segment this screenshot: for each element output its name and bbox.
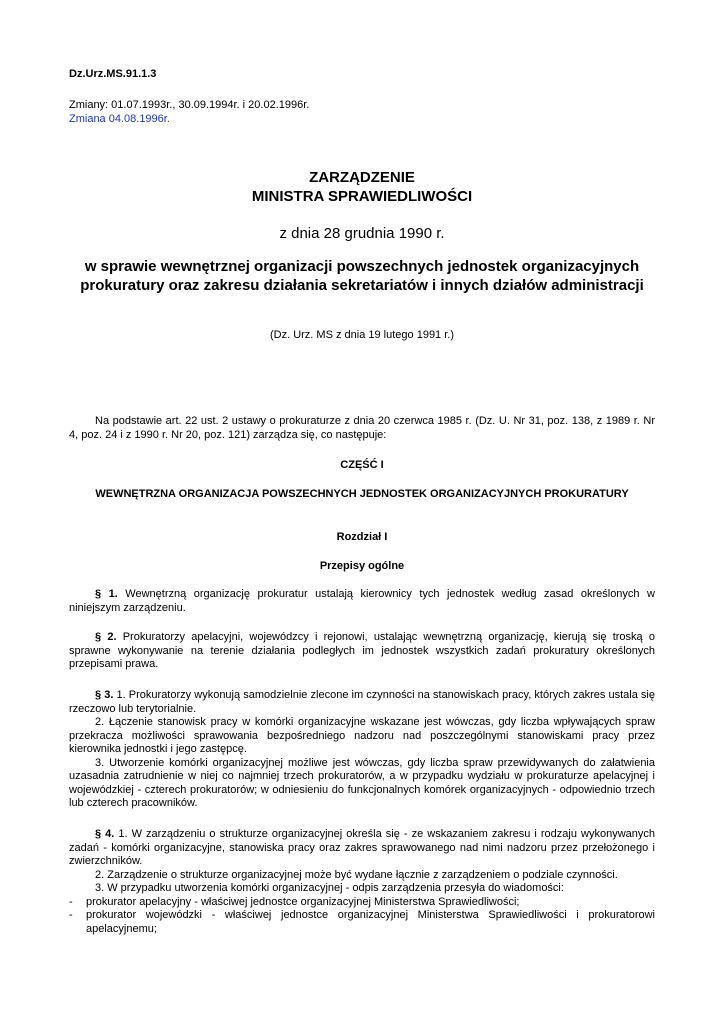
list-dash: - — [69, 895, 73, 908]
document-title — [69, 168, 655, 206]
section-1-text: Wewnętrzną organizację prokuratur ustalają kierownicy tych jednostek według zasad określonych w niniejszym zarządzeniu. — [69, 588, 655, 614]
list-item-text: prokurator apelacyjny - właściwej jednostce organizacyjnej Ministerstwa Sprawiedliwości; — [86, 895, 520, 908]
publication-note: (Dz. Urz. MS z dnia 19 lutego 1991 r.) — [269, 329, 455, 341]
section-3-text-1: 1. Prokuratorzy wykonują samodzielnie zlecone im czynności na stanowiskach pracy, których zakres ustala się rzeczowo lub terytorialnie. — [69, 689, 655, 715]
part-title: WEWNĘTRZNA ORGANIZACJA POWSZECHNYCH JEDNOSTEK ORGANIZACYJNYCH PROKURATURY — [95, 488, 629, 500]
section-4-paragraph-3: 3. W przypadku utworzenia komórki organizacyjnej - odpis zarządzenia przesyła do wiadomości: — [95, 882, 564, 894]
section-2-text: Prokuratorzy apelacyjni, wojewódzcy i rejonowi, ustalając wewnętrzną organizację, kierują się troską o sprawne wykonywanie na terenie działania podległych im jednostek wszystkich zadań prokuratury określonych przepisami prawa. — [69, 631, 655, 670]
section-3-paragraph-3: 3. Utworzenie komórki organizacyjnej możliwe jest wówczas, gdy liczba spraw przewidywanych do załatwienia uzasadnia zatrudnienie w niej co najmniej trzech prokuratorów, a w przypadku wydziału w prokuraturze apelacyjnej i wojewódzkiej - czterech prokuratorów; w odniesieniu do funkcjonalnych komórek organizacyjnych - odpowiednio trzech lub czterech pracowników. — [69, 756, 655, 809]
list-item — [69, 896, 655, 910]
section-1 — [69, 588, 655, 615]
section-4-text-1: 1. W zarządzeniu o strukturze organizacyjnej określa się - ze wskazaniem zakresu i rodzaju wykonywanych zadań - komórki organizacyjne, stanowiska pracy oraz zakres sprawowanego nad nimi nadzoru przez przełożonego i zwierzchników. — [69, 828, 655, 867]
amendment-link[interactable]: Zmiana 04.08.1996r. — [69, 113, 170, 125]
section-2-label: § 2. — [95, 631, 117, 643]
section-3-paragraph-1 — [69, 689, 655, 716]
amendments-list: Zmiany: 01.07.1993r., 30.09.1994r. i 20.02.1996r. — [69, 99, 310, 111]
chapter-title: Przepisy ogólne — [319, 560, 405, 572]
section-3-paragraph-2: 2. Łączenie stanowisk pracy w komórki organizacyjne wskazane jest wówczas, gdy liczba wpływających spraw przekracza możliwości sprawowania bezpośredniego nadzoru nad poszczególnymi stanowiskami pracy przez kierownika jednostki i jego zastępcę. — [69, 716, 655, 755]
section-2 — [69, 631, 655, 672]
list-item-text: prokurator wojewódzki - właściwej jednostce organizacyjnej Ministerstwa Sprawiedliwości i prokuratorowi apelacyjnemu; — [86, 909, 655, 935]
journal-reference: Dz.Urz.MS.91.1.3 — [69, 68, 157, 80]
amendments-block — [69, 98, 309, 126]
document-date: z dnia 28 grudnia 1990 r. — [279, 225, 445, 242]
part-label: CZĘŚĆ I — [340, 459, 384, 471]
chapter-label: Rozdział I — [336, 531, 388, 543]
title-line-1: ZARZĄDZENIE — [309, 169, 415, 186]
section-4-label: § 4. — [95, 828, 115, 840]
list-dash: - — [69, 909, 73, 921]
document-subject: w sprawie wewnętrznej organizacji powszechnych jednostek organizacyjnych prokuratury oraz zakresu działania sekretariatów i innych działów administracji — [80, 258, 644, 294]
preamble: Na podstawie art. 22 ust. 2 ustawy o prokuraturze z dnia 20 czerwca 1985 r. (Dz. U. Nr 31, poz. 138, z 1989 r. Nr 4, poz. 24 i z 1990 r. Nr 20, poz. 121) zarządza się, co następuje: — [69, 415, 655, 441]
section-4 — [69, 828, 655, 936]
section-4-paragraph-1 — [69, 828, 655, 869]
section-4-paragraph-2: 2. Zarządzenie o strukturze organizacyjnej może być wydane łącznie z zarządzeniem o podziale czynności. — [95, 868, 618, 881]
section-1-label: § 1. — [95, 588, 118, 600]
list-item — [69, 909, 655, 936]
section-3-label: § 3. — [95, 689, 114, 701]
title-line-2: MINISTRA SPRAWIEDLIWOŚCI — [251, 188, 473, 205]
section-3 — [69, 689, 655, 811]
